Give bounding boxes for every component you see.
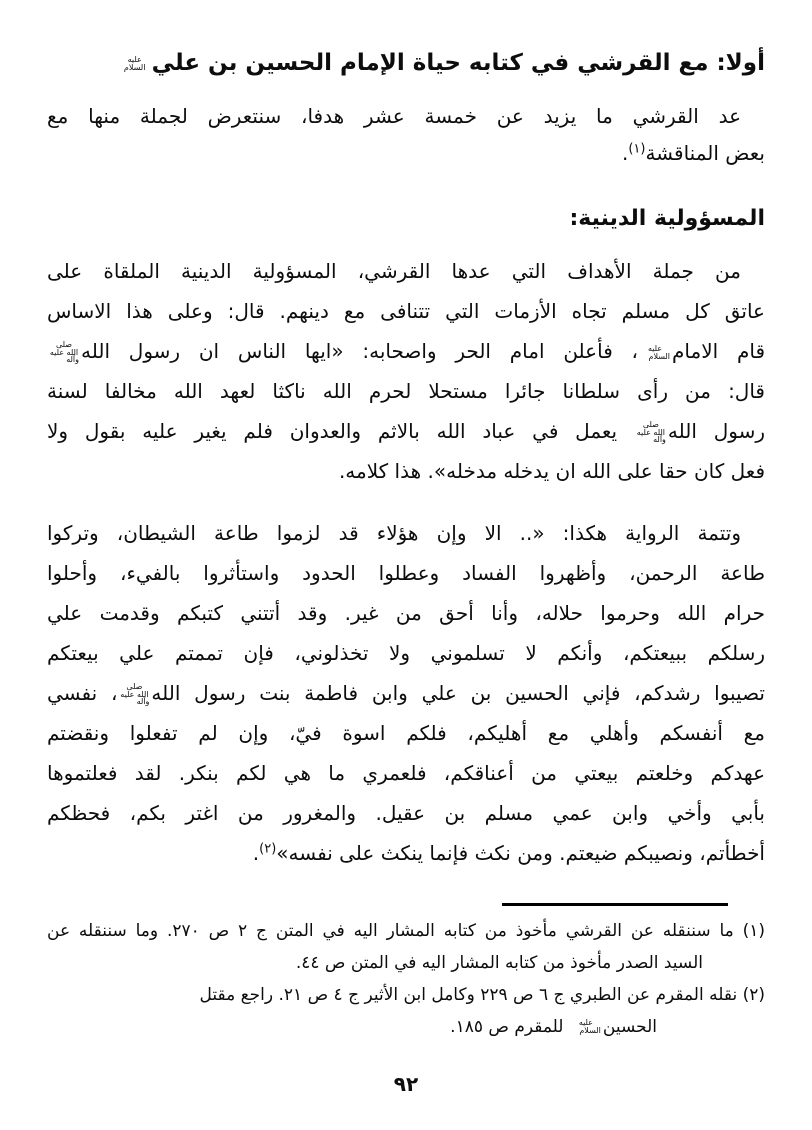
footnote-2-line: (٢) نقله المقرم عن الطبري ج ٦ ص ٢٢٩ وكامل ابن الأثير ج ٤ ص ٢١. راجع مقتل: [199, 985, 765, 1005]
paragraph-religious-responsibility: [47, 251, 765, 491]
text-line: أخطأتم، ونصيبكم ضيعتم. ومن نكث فإنما ينكث على نفسه»$^{(٢)}$.: [252, 841, 765, 865]
text-line: من جملة الأهداف التي عدها القرشي، المسؤولية الدينية الملقاة على: [47, 259, 741, 283]
text-line: مع أنفسكم وأهلي مع أهليكم، فلكم اسوة فيّ، وإن لم تفعلوا ونقضتم: [47, 721, 765, 745]
salawat-symbol: صلى الله عليه وآله: [120, 682, 150, 707]
text-line: قام الامامعليه السلام، فأعلن امام الحر واصحابه: «ايها الناس ان رسول اللهصلى الله عليه وآله: [49, 339, 766, 365]
footnote-separator: [502, 903, 728, 906]
footnote-ref-1: (١): [628, 141, 646, 157]
intro-paragraph: [47, 98, 765, 172]
salawat-symbol: صلى الله عليه وآله: [636, 420, 666, 445]
alayhis-salam-symbol: عليه السلام: [647, 343, 671, 361]
alayhis-salam-symbol: عليه السلام: [578, 1018, 601, 1035]
text-line: قال: من رأى سلطانا جائرا مستحلا لحرم الله ناكثا لعهد الله مخالفا لسنة: [47, 379, 765, 403]
paragraph-narration-continuation: [47, 513, 765, 873]
page-number: ٩٢: [393, 1072, 419, 1096]
chapter-title: أولا: مع القرشي في كتابه حياة الإمام الحسين بن عليعليه السلام: [47, 44, 765, 82]
text-line: فعل كان حقا على الله ان يدخله مدخله». هذا كلامه.: [338, 459, 765, 483]
footnote-1-line: (١) ما سننقله عن القرشي مأخوذ من كتابه المشار اليه في المتن ج ٢ ص ٢٧٠. وما سننقله عن: [47, 921, 765, 941]
text-line: بعض المناقشة$^{(١)}$.: [621, 141, 765, 165]
text-line: طاعة الرحمن، وأظهروا الفساد وعطلوا الحدود واستأثروا بالفيء، وأحلوا: [47, 561, 765, 585]
footnote-1-line: السيد الصدر مأخوذ من كتابه المشار اليه في المتن ص ٤٤.: [295, 953, 703, 973]
text-line: حرام الله وحرموا حلاله، وأنا أحق من غير. وقد أتتني كتبكم وقدمت علي: [47, 601, 765, 625]
text-line: تصيبوا رشدكم، فإني الحسين بن علي وابن فاطمة بنت رسول اللهصلى الله عليه وآله، نفسي: [47, 681, 766, 707]
alayhis-salam-symbol: عليه السلام: [123, 54, 146, 72]
text-line: بأبي وأخي وابن عمي مسلم بن عقيل. والمغرور من اغتر بكم، فحظكم: [47, 801, 765, 825]
text-line: عد القرشي ما يزيد عن خمسة عشر هدفا، سنتعرض لجملة منها مع: [47, 104, 741, 128]
footnote-2-line: الحسينعليه السلام للمقرم ص ١٨٥.: [450, 1017, 657, 1037]
text-line: رسول اللهصلى الله عليه وآله يعمل في عباد الله بالاثم والعدوان فلم يغير عليه بقول ولا: [47, 419, 765, 445]
footnotes-block: [47, 915, 765, 1043]
footnote-ref-2: (٢): [259, 841, 277, 857]
salawat-symbol: صلى الله عليه وآله: [49, 340, 79, 365]
text-line: عاتق كل مسلم تجاه الأزمات التي تتنافى مع دينهم. قال: وعلى هذا الاساس: [47, 299, 765, 323]
section-heading: المسؤولية الدينية:: [569, 206, 765, 231]
text-line: عهدكم وخلعتم بيعتي من أعناقكم، فلعمري ما هي لكم بنكر. لقد فعلتموها: [47, 761, 765, 785]
text-line: وتتمة الرواية هكذا: «.. الا وإن هؤلاء قد لزموا طاعة الشيطان، وتركوا: [47, 521, 741, 545]
text-line: رسلكم ببيعتكم، وأنكم لا تسلموني ولا تخذلوني، فإن تممتم علي بيعتكم: [47, 641, 765, 665]
